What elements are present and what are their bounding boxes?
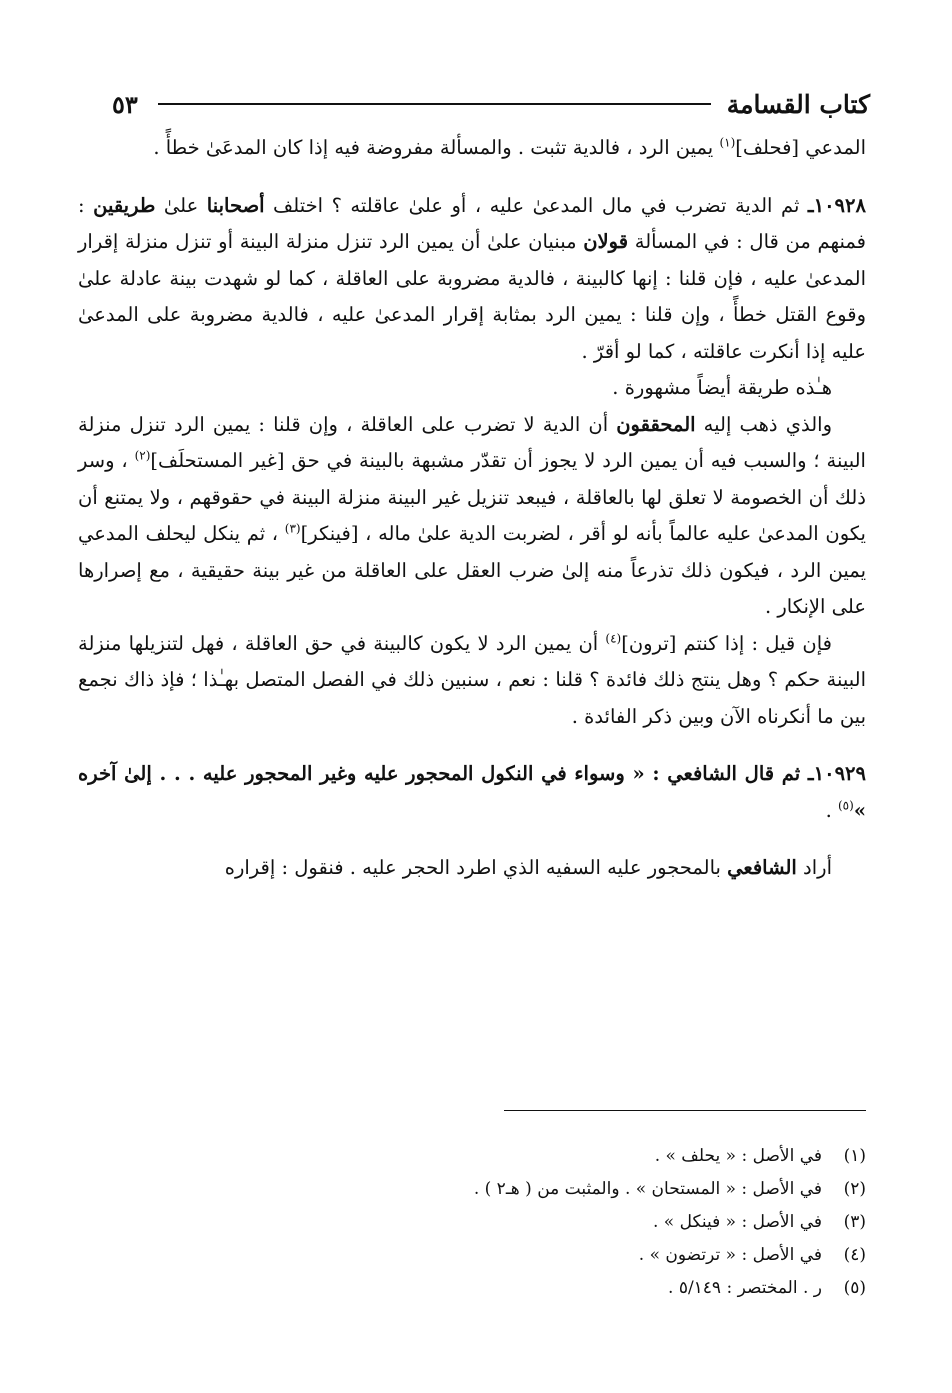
bold-text: أصحابنا	[206, 193, 265, 217]
text-run: أن يمين الرد لا يكون كالبينة في حق العاقلة ، فهل لتنزيلها منزلة البينة حكم ؟ وهل ينتج ذلك فائدة ؟ قلنا : نعم ، سنبين ذلك في الفصل المتصل بهـٰذا ؛ فإذ ذاك نجمع بين ما أنكرناه الآن وبين ذكر الفائدة .	[78, 631, 866, 728]
text-run: مبنيان علىٰ أن يمين الرد تنزل منزلة البينة أو تنزل منزلة إقرار المدعىٰ عليه ، فإن قلنا : إنها كالبينة ، فالدية مضروبة على العاقلة ، كما لو شهدت بينة عادلة علىٰ وقوع القتل خطأً ، وإن قلنا : يمين الرد بمثابة إقرار المدعىٰ عليه ، فالدية مضروبة على المدعىٰ عليه إذا أنكرت عاقلته ، كما لو أقرّ .	[78, 230, 866, 363]
header-rule	[158, 103, 711, 105]
text-run: المدعي [فحلف]	[735, 136, 866, 159]
paragraph	[78, 130, 866, 167]
footnote-number: (٤)	[843, 1245, 866, 1265]
paragraph	[78, 626, 866, 736]
footnote-ref: (٥)	[837, 798, 854, 812]
footnote-ref: (١)	[719, 135, 736, 150]
footnote	[200, 1173, 866, 1206]
bold-text: ١٠٩٢٩ـ ثم قال الشافعي : « وسواء في النكول المحجور عليه وغير المحجور عليه . . . إلىٰ آخره »	[78, 762, 866, 822]
running-header	[112, 82, 870, 126]
footnote-text: في الأصل : « المستحان » . والمثبت من ( هـ٢ ) .	[473, 1179, 822, 1199]
paragraph	[78, 188, 866, 371]
bold-text: قولان	[583, 230, 629, 253]
footnote-number: (١)	[843, 1146, 866, 1166]
text-run: يمين الرد ، فالدية تثبت . والمسألة مفروضة فيه إذا كان المدعَىٰ خطأً .	[153, 136, 720, 159]
footnote	[200, 1272, 866, 1305]
bold-text: ١٠٩٢٨ـ	[807, 193, 866, 217]
text-run: : فمنهم من قال : في المسألة	[78, 193, 866, 253]
footnote	[200, 1239, 866, 1272]
footnotes	[200, 1140, 866, 1305]
page-number: ٥٣	[112, 89, 138, 119]
footnote	[200, 1140, 866, 1173]
chapter-title: كتاب القسامة	[726, 89, 870, 119]
text-run: .	[825, 798, 838, 822]
text-run: ، وسر ذلك أن الخصومة لا تعلق لها بالعاقلة ، فيبعد تنزيل غير البينة منزلة البينة في حقوقهم ، ولا يمتنع أن يكون المدعىٰ عليه عالماً بأنه لو أقر ، لضربت الدية علىٰ ماله ، [فينكر]	[78, 449, 866, 545]
footnote-text: في الأصل : « يحلف » .	[654, 1146, 822, 1166]
footnote-separator	[504, 1110, 866, 1111]
text-run: فإن قيل : إذا كنتم [ترون]	[621, 631, 832, 655]
footnote-number: (٢)	[843, 1179, 866, 1199]
footnote-ref: (٢)	[134, 448, 151, 463]
paragraph	[78, 850, 866, 887]
text-run: والذي ذهب إليه	[695, 412, 832, 436]
text-run: ، ثم ينكل ليحلف المدعي يمين الرد ، فيكون ذلك تذرعاً منه إلىٰ ضرب العقل على العاقلة من غير بينة حقيقية ، مع إصرارها على الإنكار .	[78, 522, 866, 618]
footnote	[200, 1206, 866, 1239]
text-run: بالمحجور عليه السفيه الذي اطرد الحجر عليه . فنقول : إقراره	[224, 856, 728, 879]
bold-text: طريقين	[93, 193, 156, 217]
paragraph	[78, 407, 866, 626]
paragraph	[78, 756, 866, 829]
bold-text: الشافعي	[727, 856, 797, 879]
text-run: ثم الدية تضرب في مال المدعىٰ عليه ، أو علىٰ عاقلته ؟ اختلف	[264, 193, 808, 217]
footnote-text: ر . المختصر : ٥/١٤٩ .	[668, 1278, 822, 1298]
footnote-number: (٥)	[843, 1278, 866, 1298]
text-run: أراد	[796, 856, 832, 879]
text-run: هـٰذه طريقة أيضاً مشهورة .	[612, 376, 832, 399]
main-text	[78, 130, 866, 887]
bold-text: المحققون	[616, 412, 696, 436]
footnote-number: (٣)	[843, 1212, 866, 1232]
paragraph	[78, 370, 866, 407]
text-run: أن الدية لا تضرب على العاقلة ، وإن قلنا : يمين الرد تنزل منزلة البينة ؛ والسبب فيه أن يمين الرد لا يجوز أن تقدّر مشبهة بالبينة في حق [غير المستحلَف]	[78, 412, 866, 472]
text-run: علىٰ	[155, 193, 207, 217]
footnote-text: في الأصل : « فينكل » .	[652, 1212, 822, 1232]
footnote-text: في الأصل : « ترتضون » .	[638, 1245, 822, 1265]
footnote-ref: (٤)	[605, 631, 622, 645]
footnote-ref: (٣)	[284, 521, 301, 536]
